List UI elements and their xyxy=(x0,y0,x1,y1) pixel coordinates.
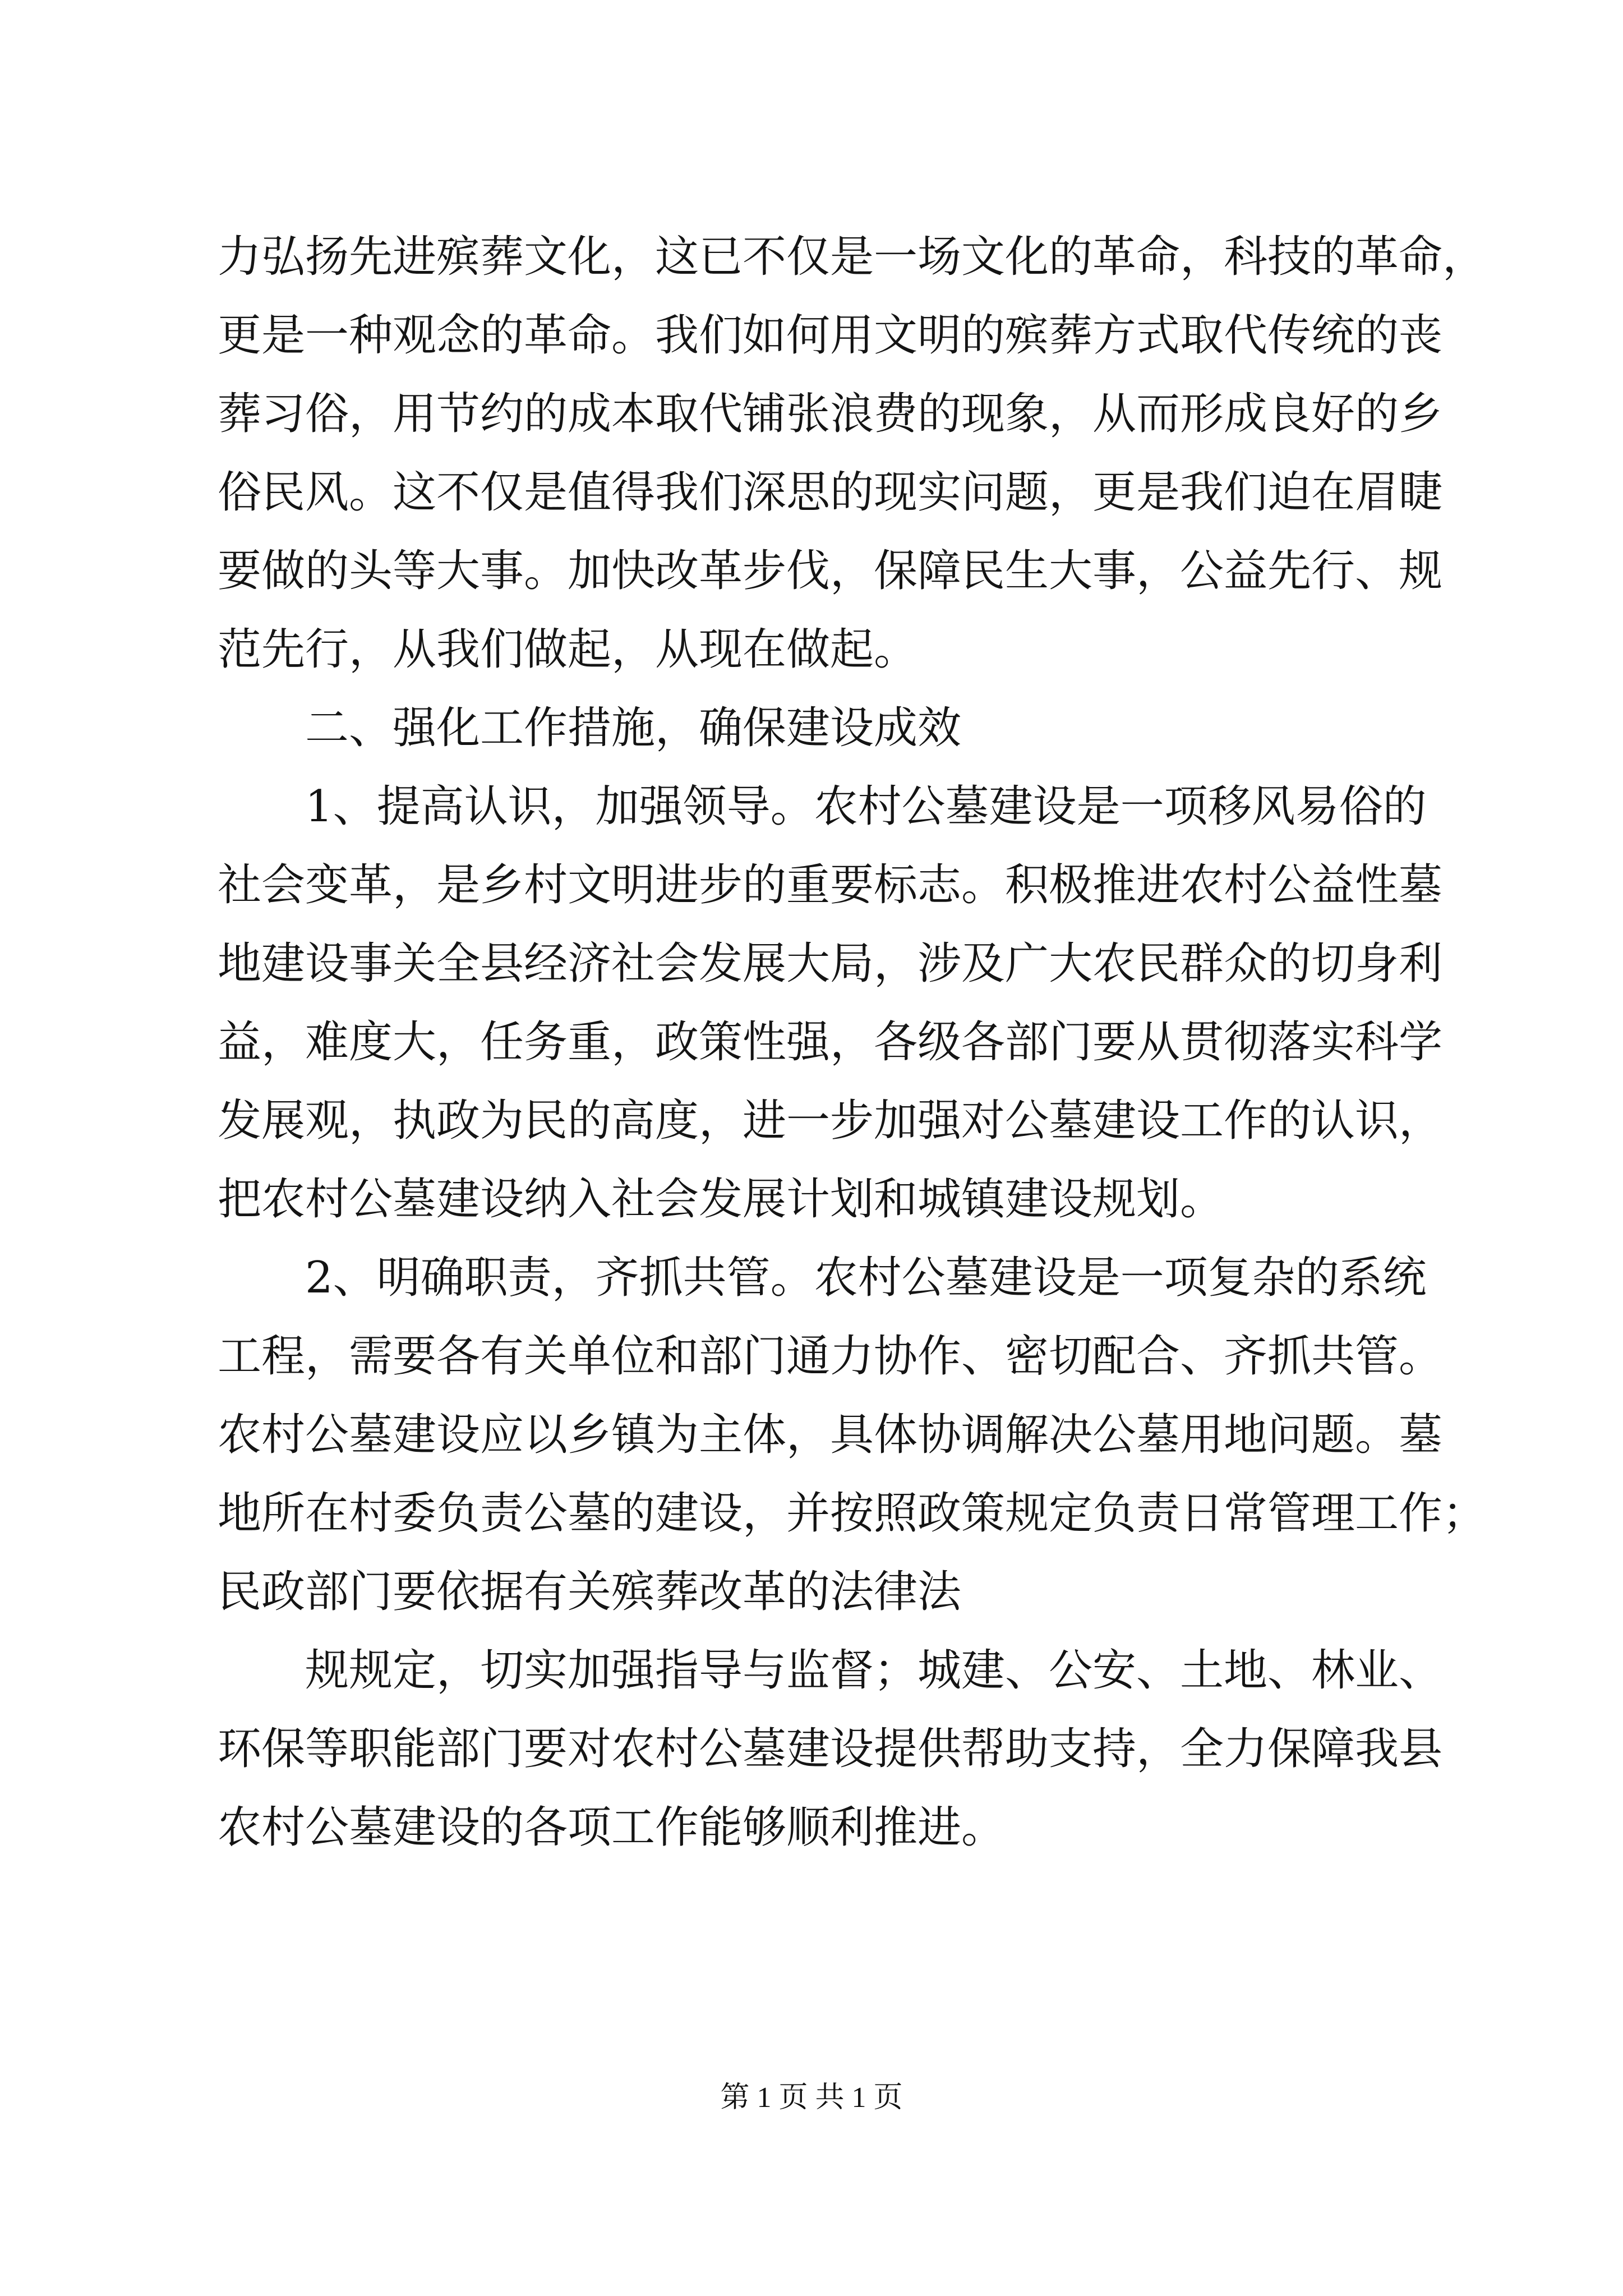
paragraph-2-line-2: 社会变革，是乡村文明进步的重要标志。积极推进农村公益性墓 xyxy=(218,860,1443,910)
paragraph-3 xyxy=(218,1239,1487,1631)
paragraph-2-line-5: 发展观，执政为民的高度，进一步加强对公墓建设工作的认识， xyxy=(218,1096,1443,1146)
paragraph-2-line-3: 地建设事关全县经济社会发展大局，涉及广大农民群众的切身利 xyxy=(218,938,1443,989)
paragraph-2-line-6: 把农村公墓建设纳入社会发展计划和城镇建设规划。 xyxy=(218,1174,1224,1225)
paragraph-1-line-3: 葬习俗，用节约的成本取代铺张浪费的现象，从而形成良好的乡 xyxy=(218,389,1443,439)
paragraph-4-line-2: 环保等职能部门要对农村公墓建设提供帮助支持，全力保障我县 xyxy=(218,1724,1443,1774)
paragraph-2 xyxy=(218,767,1443,1239)
paragraph-1-line-2: 更是一种观念的革命。我们如何用文明的殡葬方式取代传统的丧 xyxy=(218,310,1443,361)
paragraph-4 xyxy=(218,1631,1443,1867)
section-heading xyxy=(218,689,1429,767)
paragraph-3-line-3: 农村公墓建设应以乡镇为主体，具体协调解决公墓用地问题。墓 xyxy=(218,1410,1443,1460)
paragraph-4-line-1: 规规定，切实加强指导与监督；城建、公安、土地、林业、 xyxy=(305,1645,1443,1696)
section-heading-line-1: 二、强化工作措施，确保建设成效 xyxy=(305,703,962,753)
paragraph-3-line-1: 2、明确职责，齐抓共管。农村公墓建设是一项复杂的系统 xyxy=(305,1253,1427,1303)
paragraph-2-line-1: 1、提高认识，加强领导。农村公墓建设是一项移风易俗的 xyxy=(305,781,1427,832)
paragraph-1-line-5: 要做的头等大事。加快改革步伐，保障民生大事，公益先行、规 xyxy=(218,546,1443,596)
paragraph-2-line-4: 益，难度大，任务重，政策性强，各级各部门要从贯彻落实科学 xyxy=(218,1017,1443,1068)
paragraph-3-line-5: 民政部门要依据有关殡葬改革的法律法 xyxy=(218,1567,962,1617)
paragraph-3-line-4: 地所在村委负责公墓的建设，并按照政策规定负责日常管理工作； xyxy=(218,1488,1487,1539)
page-number-footer: 第 1 页 共 1 页 xyxy=(720,2082,903,2114)
paragraph-1 xyxy=(218,218,1487,689)
paragraph-1-line-4: 俗民风。这不仅是值得我们深思的现实问题，更是我们迫在眉睫 xyxy=(218,467,1443,518)
paragraph-1-line-6: 范先行，从我们做起，从现在做起。 xyxy=(218,624,918,675)
paragraph-3-line-2: 工程，需要各有关单位和部门通力协作、密切配合、齐抓共管。 xyxy=(218,1331,1443,1382)
paragraph-1-line-1: 力弘扬先进殡葬文化，这已不仅是一场文化的革命，科技的革命， xyxy=(218,232,1487,282)
document-body xyxy=(218,218,1487,1867)
paragraph-4-line-3: 农村公墓建设的各项工作能够顺利推进。 xyxy=(218,1802,1006,1853)
